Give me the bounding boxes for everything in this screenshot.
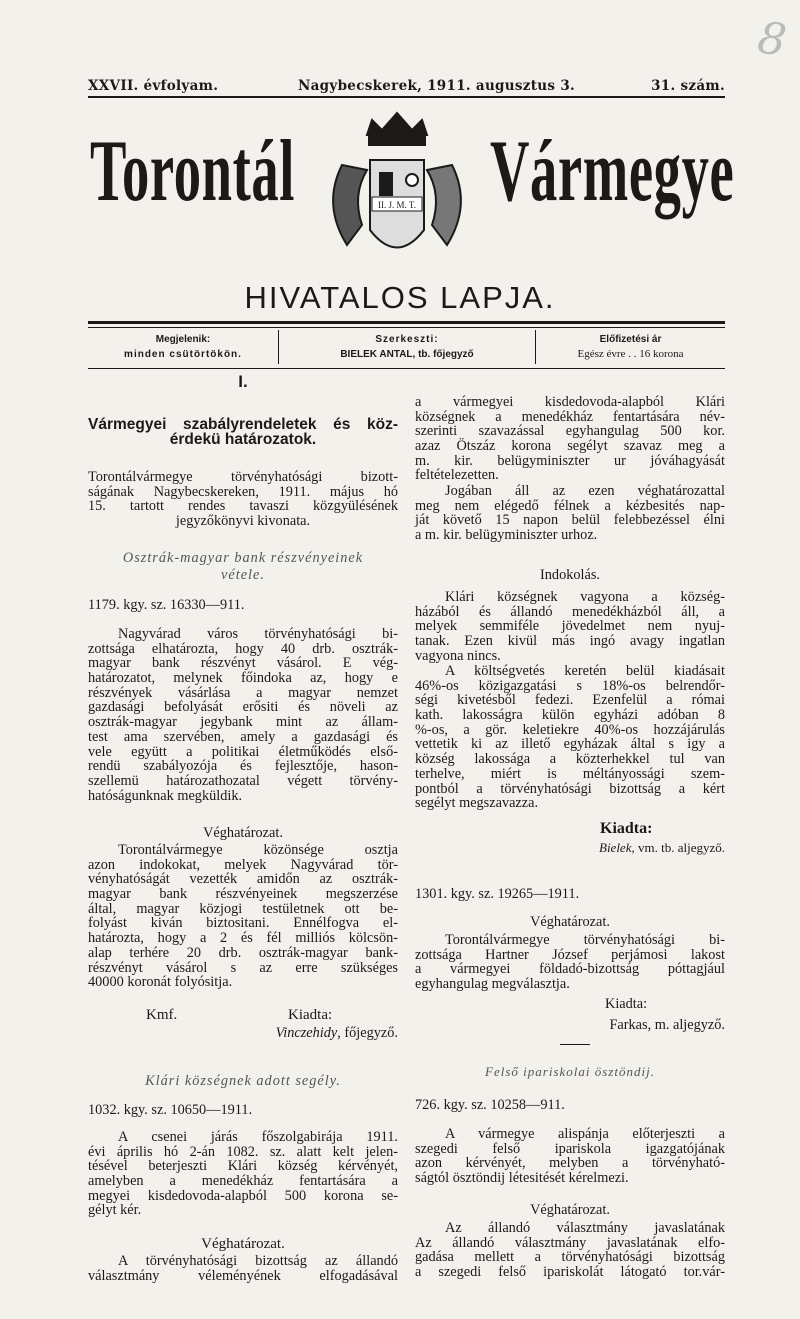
subscription-label: Előfizetési ár xyxy=(599,334,662,345)
info-subscription xyxy=(536,332,725,362)
text-line: gazdasági befolyását erősiti és növeli az xyxy=(88,699,398,716)
text-line: által, magyar közjogi testületnek ott be- xyxy=(88,900,398,917)
text-line: hatóságunknak megküldik. xyxy=(88,787,243,804)
decision-label: Véghatározat. xyxy=(530,1202,610,1218)
text-line: a vármegyei kisdedovoda-alapból Klári xyxy=(415,394,725,410)
issued-label: Kiadta: xyxy=(600,820,653,837)
text-line: tésével beterjeszti Klári község kérvényét, xyxy=(88,1158,398,1175)
text-line: zottsága elhatározta, hogy 40 drb. osztrák- xyxy=(88,640,398,657)
article-title: Felső ipariskolai ösztöndij. xyxy=(485,1064,655,1079)
text-line: határozta, hogy a 2 és fél milliós kölcsön- xyxy=(88,930,398,947)
reason-label: Indokolás. xyxy=(540,567,600,583)
signature xyxy=(415,840,725,856)
text-line: 40000 koronát folyósitja. xyxy=(88,974,233,991)
decision-body xyxy=(415,1221,725,1280)
decision-label: Véghatározat. xyxy=(203,825,283,841)
decision-body xyxy=(88,843,398,990)
text-line: a vármegyei földadó-bizottság póttagjául xyxy=(415,961,725,978)
text-line: szerinti szavazással egyhangulag 500 kor. xyxy=(415,423,725,440)
text-line: megyei kisdedovoda-alapból 500 korona se- xyxy=(88,1187,398,1204)
signature xyxy=(88,1025,398,1042)
text-line: Az állandó választmány javaslatának xyxy=(445,1220,725,1236)
article-reference: 1032. kgy. sz. 10650—1911. xyxy=(88,1102,253,1118)
text-line: ségi kivetésből fedezi. Ezenfelül a római xyxy=(415,692,725,709)
text-line: %-os, a gör. keletiekre 40%-os hozzájárulás xyxy=(415,721,725,738)
article-reference: 1301. kgy. sz. 19265—1911. xyxy=(415,886,580,902)
county-crest-icon xyxy=(312,105,482,280)
text-line: ságtól ösztöndij létesitését kérelmezi. xyxy=(415,1170,629,1187)
text-line: magyar bank részvényeinek megszerzése xyxy=(88,886,398,903)
intro-paragraph xyxy=(88,470,398,529)
text-line: tanak. Ezen kivül más ingó avagy ingatlan xyxy=(415,633,725,650)
title-left: Torontál xyxy=(90,123,296,220)
info-bottom-rule xyxy=(88,368,725,369)
text-line: Jogában áll az ezen véghatározattal xyxy=(445,483,725,499)
text-line: test ama szervében, amely a gazdasági és xyxy=(88,728,398,745)
text-line: Torontálvármegye törvényhatósági bi- xyxy=(445,932,725,948)
text-line: Torontálvármegye közönsége osztja xyxy=(118,842,398,858)
text-line: község lakossága a közterhekkel tul van xyxy=(415,751,725,768)
info-top-rule-thin xyxy=(88,327,725,328)
text-line: gadása mellett a törvényhatósági bizottság xyxy=(415,1249,725,1266)
text-line: rendü szabályozója és fejlesztője, hason- xyxy=(88,758,398,775)
text-line: Torontálvármegye törvényhatósági bizott- xyxy=(88,469,398,485)
text-line: jegyzőkönyvi kivonata. xyxy=(175,513,311,530)
text-line: egyhangulag megválasztja. xyxy=(415,976,570,993)
text-line: segélyt megszavazza. xyxy=(415,795,539,812)
editor-value: BIELEK ANTAL, tb. főjegyző xyxy=(340,349,474,360)
info-publishes xyxy=(88,332,278,362)
text-line: részvények vásárlása a magyar nemzet xyxy=(88,684,398,701)
editor-label: Szerkeszti: xyxy=(375,334,439,345)
text-line: azon indokokat, melyek Nagyvárad tör- xyxy=(88,856,398,873)
masthead-rule xyxy=(88,96,725,98)
text-line: meg nem elégedő félnek a kézbesités nap- xyxy=(415,497,725,514)
info-top-rule-thick xyxy=(88,321,725,324)
signer-title: , vm. tb. aljegyző. xyxy=(631,840,725,855)
kmf-label: Kmf. xyxy=(146,1007,178,1023)
issued-label: Kiadta: xyxy=(605,996,648,1012)
text-line: részvényt vásárol s az erre szükséges xyxy=(88,959,398,976)
text-line: vényhatóságát vezették amidőn az osztrák- xyxy=(88,871,398,888)
text-line: 15. tartott rendes tavaszi közgyülésének xyxy=(88,498,398,515)
text-line: 46%-os közigazgatási s 18%-os belrendőr- xyxy=(415,677,725,694)
text-line: osztrák-magyar jegybank mint az állam- xyxy=(88,714,398,731)
publishes-value: minden csütörtökön. xyxy=(124,349,242,360)
article-title xyxy=(88,550,398,584)
section-heading xyxy=(88,418,398,447)
reason-paragraph xyxy=(415,590,725,663)
text-line: azaz Ötszáz korona segélyt szavaz meg a xyxy=(415,438,725,455)
text-line: vettetik ki az illető egyházak által s igy a xyxy=(415,736,725,753)
text-line: amelyben a menedékház fentartására a xyxy=(88,1173,398,1190)
issue-number: 31. szám. xyxy=(651,78,725,94)
appeal-paragraph xyxy=(415,484,725,543)
text-line: melyek semmiféle jövedelmet nem nyuj- xyxy=(415,618,725,635)
section-number: I. xyxy=(238,372,248,391)
text-line: folyást kiván biztositani. Ennélfogva el- xyxy=(88,915,398,932)
article-title-line: Osztrák-magyar bank részvényeinek xyxy=(122,550,364,566)
text-line: A vármegye alispánja előterjeszti a xyxy=(445,1126,725,1142)
handwritten-page-mark: 8 xyxy=(754,12,790,67)
article-title-line: vétele. xyxy=(221,567,265,583)
text-line: ját követő 15 napon belül felebbezéssel élni xyxy=(415,512,725,529)
publishes-label: Megjelenik: xyxy=(155,334,211,345)
reason-paragraph xyxy=(415,664,725,811)
masthead-top-line xyxy=(88,78,725,96)
text-line: m. kir. belügyminiszter ur jóváhagyását xyxy=(415,452,725,469)
issued-label: Kiadta: xyxy=(288,1007,333,1023)
info-editor xyxy=(279,332,535,362)
place-date: Nagybecskerek, 1911. augusztus 3. xyxy=(298,78,576,94)
text-line: Nagyvárad város törvényhatósági bi- xyxy=(118,626,398,642)
signer-name: Bielek xyxy=(599,840,632,855)
text-line: ságának Nagybecskereken, 1911. május hó xyxy=(88,483,398,500)
text-line: házából és állandó menedékházból áll, a xyxy=(415,603,725,620)
text-line: szegedi felső ipariskola igazgatójának xyxy=(415,1140,725,1157)
text-line: évi április hó 2-án 1082. sz. alatt kelt jelen- xyxy=(88,1143,398,1160)
signer-title: , főjegyző. xyxy=(337,1025,398,1041)
text-line: A törvényhatósági bizottság az állandó xyxy=(118,1253,398,1269)
text-line: Vármegyei szabályrendeletek és köz- xyxy=(88,416,398,433)
text-line: érdekü határozatok. xyxy=(169,430,317,448)
text-line: Az állandó választmány javaslatának elfo- xyxy=(415,1234,725,1251)
text-line: választmány véleményének elfogadásával xyxy=(88,1267,398,1284)
text-line: gélyt kér. xyxy=(88,1202,142,1219)
decision-body xyxy=(415,933,725,992)
text-line: határozatot, melynek főindoka az, hogy e xyxy=(88,670,398,687)
article-separator xyxy=(560,1044,590,1045)
article-reference: 1179. kgy. sz. 16330—911. xyxy=(88,597,245,613)
signer-name: Farkas, m. aljegyző. xyxy=(609,1017,725,1033)
title-right: Vármegye xyxy=(490,123,735,220)
text-line: pontból a törvényhatósági bizottság a kért xyxy=(415,780,725,797)
article-continuation xyxy=(415,395,725,483)
text-line: feltételezetten. xyxy=(415,467,499,484)
volume-label: XXVII. évfolyam. xyxy=(88,78,219,94)
text-line: kath. lakosságra külön egyházi adóban 8 xyxy=(415,707,725,724)
text-line: a m. kir. belügyminiszter urhoz. xyxy=(415,527,598,544)
subtitle: HIVATALOS LAPJA. xyxy=(244,280,556,315)
text-line: a szegedi felső ipariskolát látogató tor.vár- xyxy=(415,1264,725,1281)
decision-body xyxy=(88,1254,398,1283)
text-line: A csenei járás főszolgabirája 1911. xyxy=(118,1129,398,1145)
text-line: A költségvetés keretén belül kiadásait xyxy=(445,663,725,679)
crest-lettering: II. J. M. T. xyxy=(378,200,416,210)
text-line: szellemü határozathozatal végett törvény- xyxy=(88,772,398,789)
text-line: vele együtt a politikai életműködés első- xyxy=(88,743,398,760)
text-line: magyar bank részvényt vásárol. E vég- xyxy=(88,655,398,672)
decision-label: Véghatározat. xyxy=(201,1236,285,1252)
text-line: községnek a menedékház fentartására név- xyxy=(415,408,725,425)
article-body xyxy=(88,627,398,803)
text-line: vagyona nincs. xyxy=(415,647,501,664)
article-reference: 726. kgy. sz. 10258—911. xyxy=(415,1097,565,1113)
article-body xyxy=(88,1130,398,1218)
text-line: zottsága Hartner József perjámosi lakost xyxy=(415,946,725,963)
decision-label: Véghatározat. xyxy=(530,914,610,930)
text-line: azon kérvényét, melyben a törvényható- xyxy=(415,1155,725,1172)
text-line: Klári községnek vagyona a község- xyxy=(445,589,725,605)
signer-name: Vinczehidy xyxy=(275,1025,338,1041)
article-body xyxy=(415,1127,725,1186)
article-title: Klári községnek adott segély. xyxy=(145,1073,341,1089)
text-line: alap terhére 20 drb. osztrák-magyar bank- xyxy=(88,944,398,961)
subscription-value: Egész évre . . 16 korona xyxy=(577,348,684,360)
text-line: terhelve, miért is méltányossági szem- xyxy=(415,765,725,782)
